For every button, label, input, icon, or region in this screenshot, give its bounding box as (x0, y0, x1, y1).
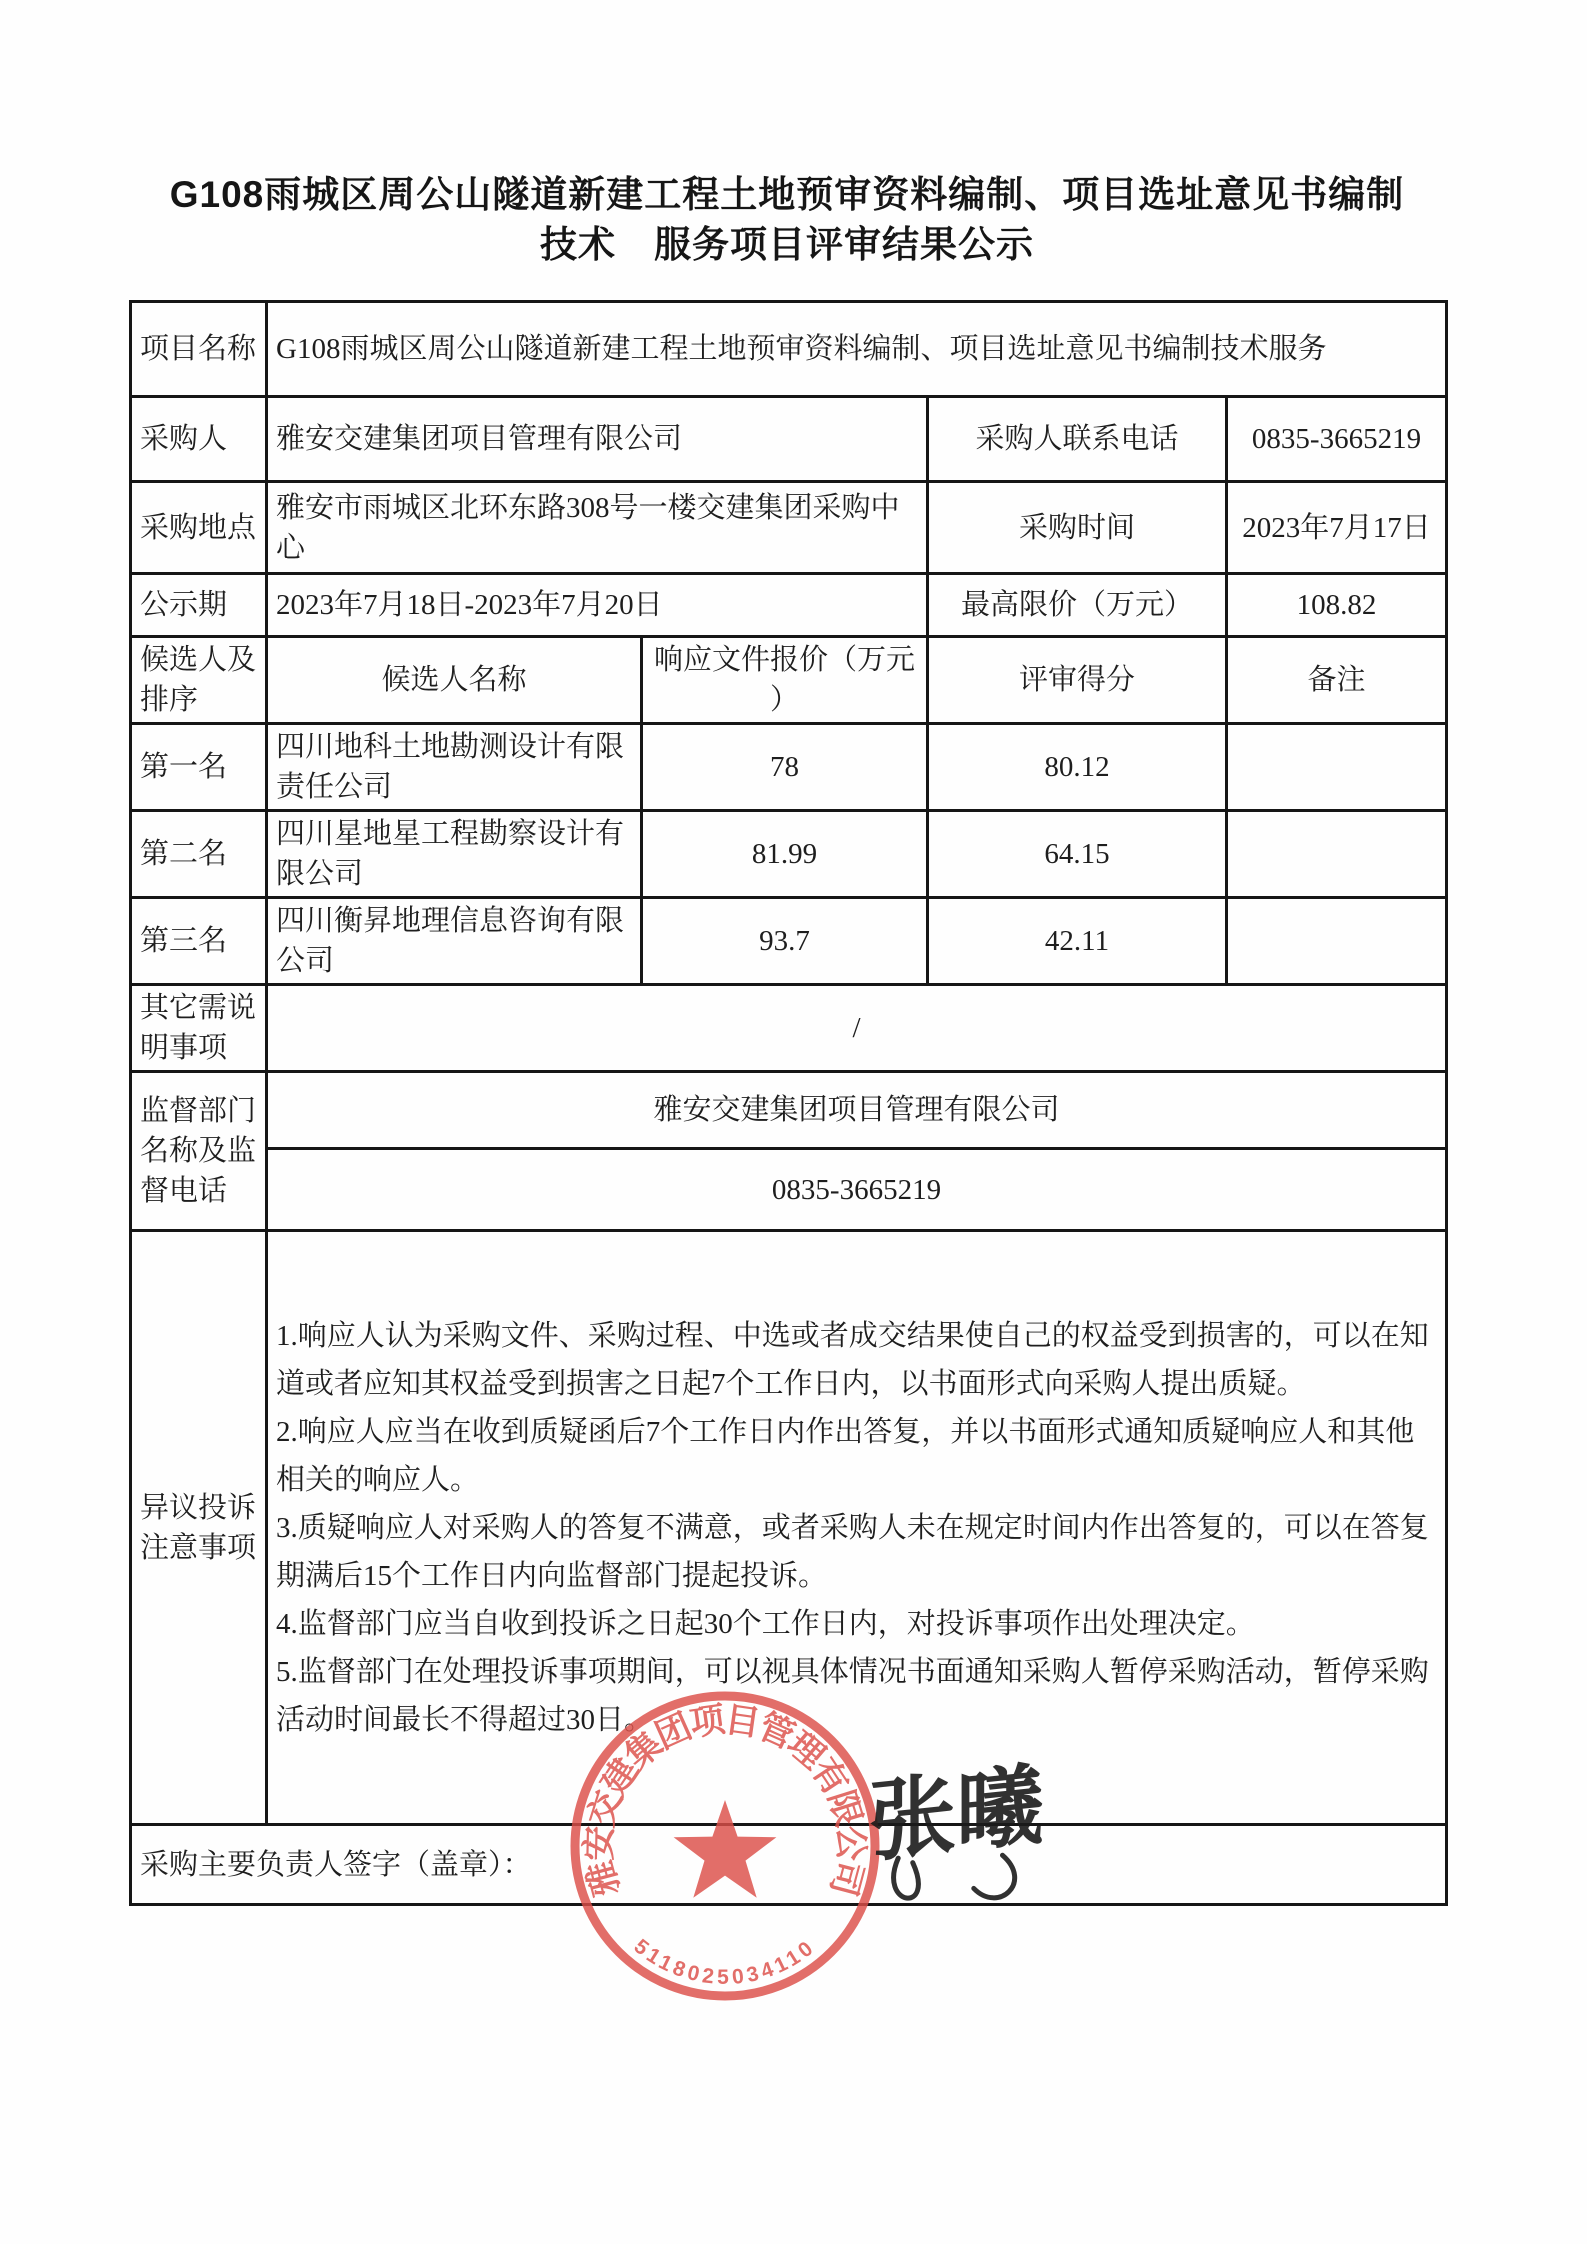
candidate-row-1 (131, 724, 1447, 811)
objection-notice (267, 1231, 1447, 1825)
supervision-phone: 0835-3665219 (267, 1149, 1447, 1231)
purchaser-label: 采购人 (131, 397, 267, 482)
candidate-score: 80.12 (928, 724, 1227, 811)
objection-item: 5.监督部门在处理投诉事项期间，可以视具体情况书面通知采购人暂停采购活动，暂停采购活动时间最长不得超过30日。 (276, 1655, 1429, 1736)
announcement-table (129, 300, 1448, 1906)
candidate-row-3 (131, 898, 1447, 985)
document-title (129, 170, 1445, 270)
candidate-row-2 (131, 811, 1447, 898)
seal-number-text: 5118025034110 (629, 1934, 821, 1989)
signature-row-label: 采购主要负责人签字（盖章）： (131, 1825, 1447, 1905)
objection-item: 3.质疑响应人对采购人的答复不满意，或者采购人未在规定时间内作出答复的，可以在答复期满后15个工作日内向监督部门提起投诉。 (276, 1511, 1429, 1592)
candidate-price: 93.7 (642, 898, 928, 985)
candidate-rank: 第三名 (131, 898, 267, 985)
supervision-label: 监督部门名称及监督电话 (131, 1072, 267, 1231)
header-score: 评审得分 (928, 637, 1227, 724)
signature-text: 张曦 (868, 1752, 1044, 1875)
publicity-label: 公示期 (131, 574, 267, 637)
candidate-name: 四川星地星工程勘察设计有限公司 (267, 811, 642, 898)
objection-item: 2.响应人应当在收到质疑函后7个工作日内作出答复，并以书面形式通知质疑响应人和其他相关的响应人。 (276, 1415, 1415, 1496)
candidate-remark (1227, 898, 1447, 985)
candidate-score: 64.15 (928, 811, 1227, 898)
document-title-line2: 技术 服务项目评审结果公示 (540, 224, 1034, 265)
project-name-value: G108雨城区周公山隧道新建工程土地预审资料编制、项目选址意见书编制技术服务 (267, 302, 1447, 397)
candidate-name: 四川地科土地勘测设计有限责任公司 (267, 724, 642, 811)
max-price-value: 108.82 (1227, 574, 1447, 637)
seal-company-text: 雅安交建集团项目管理有限公司 (579, 1699, 871, 1901)
project-name-label: 项目名称 (131, 302, 267, 397)
purchaser-phone-label: 采购人联系电话 (928, 397, 1227, 482)
header-remark: 备注 (1227, 637, 1447, 724)
location-label: 采购地点 (131, 482, 267, 574)
header-candidate-name: 候选人名称 (267, 637, 642, 724)
row-supervision-phone (131, 1149, 1447, 1231)
candidate-price: 81.99 (642, 811, 928, 898)
other-notes-label: 其它需说明事项 (131, 985, 267, 1072)
row-signature (131, 1825, 1447, 1905)
objection-item: 1.响应人认为采购文件、采购过程、中选或者成交结果使自己的权益受到损害的，可以在知道或者应知其权益受到损害之日起7个工作日内，以书面形式向采购人提出质疑。 (276, 1319, 1429, 1400)
document-title-line1: G108雨城区周公山隧道新建工程土地预审资料编制、项目选址意见书编制 (169, 174, 1405, 215)
max-price-label: 最高限价（万元） (928, 574, 1227, 637)
purchase-time-value: 2023年7月17日 (1227, 482, 1447, 574)
row-project-name (131, 302, 1447, 397)
row-purchaser (131, 397, 1447, 482)
candidate-score: 42.11 (928, 898, 1227, 985)
location-value: 雅安市雨城区北环东路308号一楼交建集团采购中心 (267, 482, 928, 574)
purchaser-phone-value: 0835-3665219 (1227, 397, 1447, 482)
other-notes-value: / (267, 985, 1447, 1072)
candidates-label: 候选人及排序 (131, 637, 267, 724)
purchaser-value: 雅安交建集团项目管理有限公司 (267, 397, 928, 482)
candidate-rank: 第一名 (131, 724, 267, 811)
purchase-time-label: 采购时间 (928, 482, 1227, 574)
svg-text:5118025034110 (630, 1935, 821, 1989)
candidate-rank: 第二名 (131, 811, 267, 898)
header-price: 响应文件报价（万元） (642, 637, 928, 724)
candidate-remark (1227, 811, 1447, 898)
candidate-price: 78 (642, 724, 928, 811)
row-publicity (131, 574, 1447, 637)
row-candidates-header (131, 637, 1447, 724)
row-location (131, 482, 1447, 574)
row-objection (131, 1231, 1447, 1825)
objection-item: 4.监督部门应当自收到投诉之日起30个工作日内，对投诉事项作出处理决定。 (276, 1607, 1255, 1640)
row-other-notes (131, 985, 1447, 1072)
supervision-department: 雅安交建集团项目管理有限公司 (267, 1072, 1447, 1149)
publicity-value: 2023年7月18日-2023年7月20日 (267, 574, 928, 637)
row-supervision-dept (131, 1072, 1447, 1149)
candidate-remark (1227, 724, 1447, 811)
objection-label: 异议投诉注意事项 (131, 1231, 267, 1825)
candidate-name: 四川衡昇地理信息咨询有限公司 (267, 898, 642, 985)
